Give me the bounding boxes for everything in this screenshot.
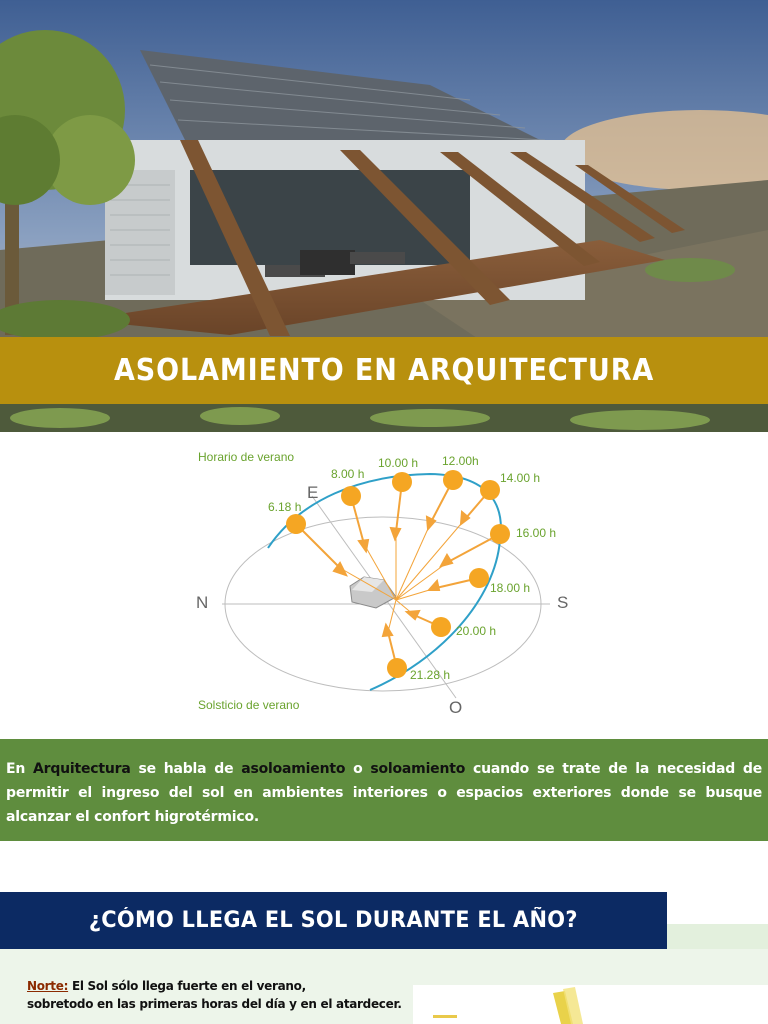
keyword-arquitectura: Arquitectura	[32, 761, 131, 777]
question-band	[0, 892, 667, 949]
definition-part: o	[345, 761, 371, 777]
title-band	[0, 337, 768, 404]
definition-part: En	[6, 761, 33, 777]
definition-part: se habla de	[130, 761, 242, 777]
definition-text	[6, 757, 762, 829]
keyword-asoloamiento: asoloamiento	[241, 761, 346, 777]
sun-rays	[296, 480, 500, 668]
page-title: ASOLAMIENTO EN ARQUITECTURA	[113, 353, 655, 388]
sun-icon-0800	[341, 486, 361, 506]
hour-label: 10.00 h	[378, 456, 419, 470]
sun-angle-illustration	[413, 985, 768, 1024]
cardinal-south: S	[557, 593, 569, 612]
cardinal-north: N	[196, 593, 209, 612]
cardinal-west: O	[449, 698, 463, 717]
hour-label: 20.00 h	[456, 624, 497, 638]
hour-label: 6.18 h	[268, 500, 302, 514]
sun-icon-2000	[431, 617, 451, 637]
sun-path-diagram	[0, 432, 768, 738]
hour-label: 8.00 h	[331, 467, 365, 481]
sun-icon-1400	[480, 480, 500, 500]
season-label: Horario de verano	[198, 450, 295, 464]
definition-part: cuando se trate de la necesidad de permitir el ingreso del sol en ambientes interiores o espacios exteriores donde se busque alcanzar el confort higrotérmico.	[6, 761, 762, 825]
hour-label: 16.00 h	[516, 526, 557, 540]
hour-label: 12.00h	[442, 454, 479, 468]
keyword-soloamiento: soloamiento	[370, 761, 466, 777]
hour-label: 14.00 h	[500, 471, 541, 485]
north-line-1: El Sol sólo llega fuerte en el verano,	[68, 979, 306, 993]
north-description	[27, 977, 407, 1013]
hour-label: 18.00 h	[490, 581, 531, 595]
north-label: Norte:	[27, 979, 69, 993]
section-heading: ¿CÓMO LLEGA EL SOL DURANTE EL AÑO?	[89, 908, 578, 933]
solstice-label: Solsticio de verano	[198, 698, 300, 712]
north-line-2: sobretodo en las primeras horas del día y en el atardecer.	[27, 997, 402, 1011]
north-sun-illustration	[413, 985, 768, 1024]
cardinal-east: E	[307, 483, 319, 502]
sun-icon-1000	[392, 472, 412, 492]
sun-icon-2128	[387, 658, 407, 678]
sun-icon-1200	[443, 470, 463, 490]
sun-path-figure	[0, 432, 768, 738]
sun-icon-0618	[286, 514, 306, 534]
definition-band	[0, 739, 768, 841]
sun-icon-1600	[490, 524, 510, 544]
sun-icon-1800	[469, 568, 489, 588]
hour-label: 21.28 h	[410, 668, 451, 682]
